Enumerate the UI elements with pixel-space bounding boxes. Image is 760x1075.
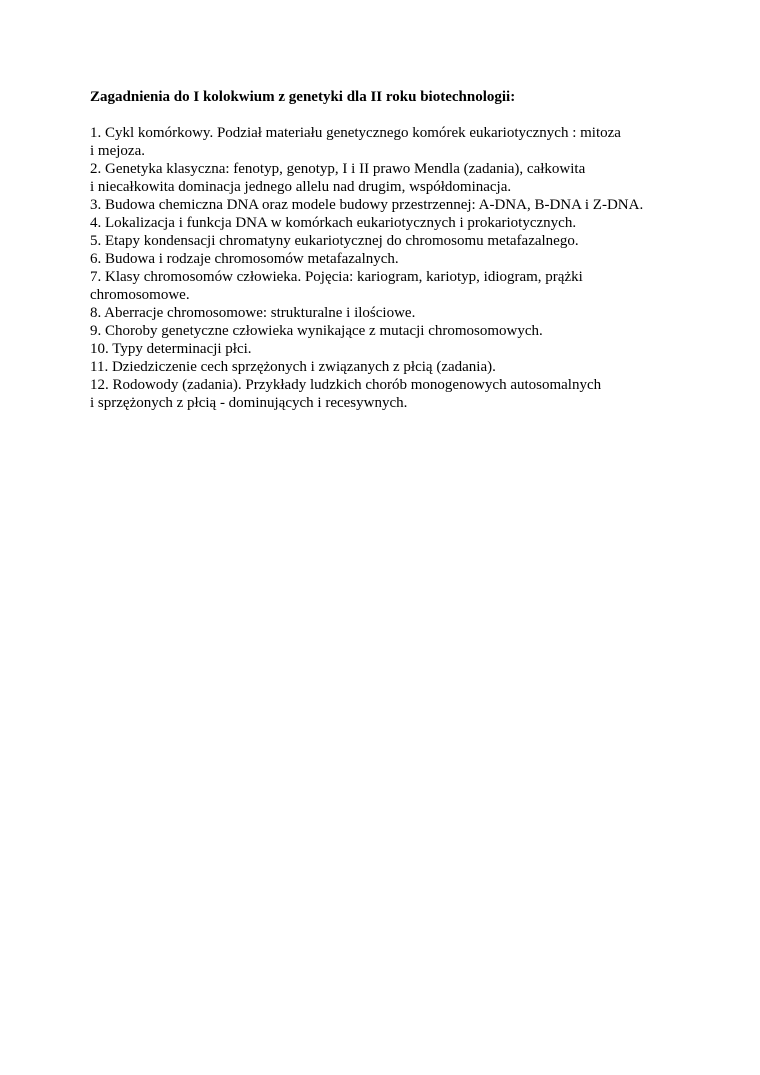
document-line: 3. Budowa chemiczna DNA oraz modele budowy przestrzennej: A-DNA, B-DNA i Z-DNA. [90,197,644,213]
document-line: 12. Rodowody (zadania). Przykłady ludzkich chorób monogenowych autosomalnych [90,377,602,393]
document-line: 9. Choroby genetyczne człowieka wynikające z mutacji chromosomowych. [90,323,543,339]
document-line: 7. Klasy chromosomów człowieka. Pojęcia: kariogram, kariotyp, idiogram, prążki [90,269,583,285]
document-line: 11. Dziedziczenie cech sprzężonych i związanych z płcią (zadania). [90,359,496,375]
document-line: chromosomowe. [90,287,190,303]
document-body [90,124,690,412]
document-title: Zagadnienia do I kolokwium z genetyki dla II roku biotechnologii: [90,89,516,105]
document-line: 1. Cykl komórkowy. Podział materiału genetycznego komórek eukariotycznych : mitoza [90,125,621,141]
document-line: 4. Lokalizacja i funkcja DNA w komórkach eukariotycznych i prokariotycznych. [90,215,577,231]
document-line: i mejoza. [90,143,145,159]
document-line: 2. Genetyka klasyczna: fenotyp, genotyp, I i II prawo Mendla (zadania), całkowita [90,161,586,177]
document-line: 10. Typy determinacji płci. [90,341,252,357]
document-line: 6. Budowa i rodzaje chromosomów metafazalnych. [90,251,399,267]
document-line: i sprzężonych z płcią - dominujących i recesywnych. [90,395,408,411]
document-line: 8. Aberracje chromosomowe: strukturalne i ilościowe. [90,305,416,321]
document-line: i niecałkowita dominacja jednego allelu nad drugim, współdominacja. [90,179,512,195]
document-line: 5. Etapy kondensacji chromatyny eukariotycznej do chromosomu metafazalnego. [90,233,579,249]
